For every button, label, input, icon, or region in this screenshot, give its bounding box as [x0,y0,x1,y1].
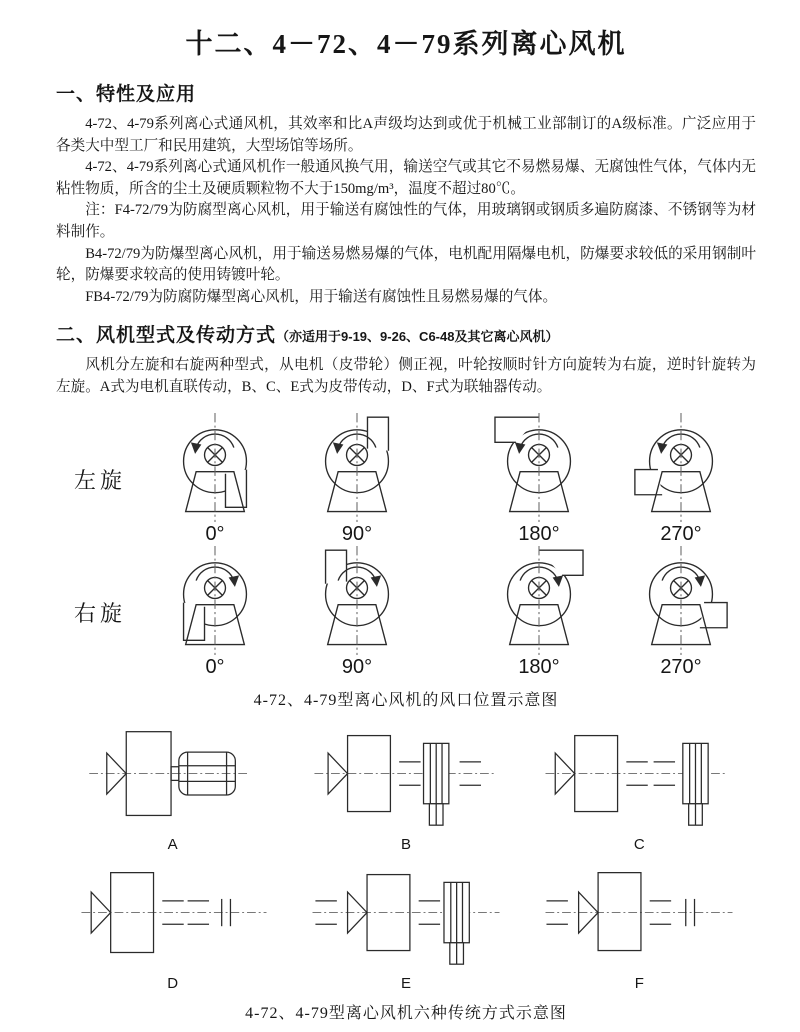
fan-angle-label: 270° [660,522,702,545]
transmission-figure [56,720,756,1023]
fan-cell-right-270 [610,546,752,679]
fan-angle-label: 90° [341,655,373,678]
transmission-label: D [167,974,179,992]
transmission-label: B [400,835,411,853]
transmission-label: F [634,974,644,992]
section-types [56,320,756,398]
section2-heading [56,320,756,347]
fan-angle-label: 180° [518,522,560,545]
transmission-cell-F [526,859,752,992]
section2-heading-note: （亦适用于9-19、9-26、C6-48及其它离心风机） [276,329,559,345]
transmission-label: C [633,835,645,853]
paragraph-rotation-definition: 风机分左旋和右旋两种型式，从电机（皮带轮）侧正视，叶轮按顺时针方向旋转为右旋，逆时针旋转为左旋。A式为电机直联传动，B、C、E式为皮带传动，D、F式为联轴器传动。 [56,357,756,395]
transmission-row-1 [56,720,756,853]
fan-volute-left-270deg-icon [618,413,744,522]
fan-cell-left-270 [610,413,752,546]
transmission-C-belt-drive-icon [532,720,746,832]
fan-angle-label: 90° [341,522,373,545]
fan-cell-right-180 [468,546,610,679]
transmission-row-2 [56,859,756,992]
outlet-figure-caption: 4-72、4-79型离心风机的风口位置示意图 [253,691,559,709]
paragraph-note-anticorrosion: 注：F4-72/79为防腐型离心风机，用于输送有腐蚀性的气体，用玻璃钢或钢质多遍防腐漆、不锈钢等为材料制作。 [56,202,756,240]
fan-cell-left-180 [468,413,610,546]
page-title: 十二、4－72、4－79系列离心风机 [185,29,627,59]
fan-row-left-rotation [56,413,756,546]
transmission-cell-A [60,720,286,853]
section-features [56,79,756,308]
section1-heading: 一、特性及应用 [56,84,197,105]
outlet-position-figure [56,413,756,710]
transmission-A-direct-drive-icon [66,720,280,832]
paragraph-fb-type: FB4-72/79为防腐防爆型离心风机，用于输送有腐蚀性且易燃易爆的气体。 [85,288,558,305]
transmission-cell-D [60,859,286,992]
transmission-figure-caption: 4-72、4-79型离心风机六种传统方式示意图 [245,1004,567,1022]
fan-angle-label: 270° [660,655,702,678]
fan-volute-right-90deg-icon [294,546,420,655]
fan-cell-right-90 [286,546,428,679]
fan-cell-left-0 [144,413,286,546]
fan-angle-label: 180° [518,655,560,678]
transmission-label: A [167,835,178,853]
transmission-E-belt-drive-icon [299,859,513,971]
transmission-label: E [400,974,411,992]
transmission-F-coupling-drive-icon [532,859,746,971]
right-rotation-label: 右旋 [73,600,126,626]
paragraph-explosionproof: B4-72/79为防爆型离心风机，用于输送易燃易爆的气体，电机配用隔爆电机，防爆要求较低的采用钢制叶轮，防爆要求较高的使用铸镀叶轮。 [56,245,756,284]
transmission-cell-E [293,859,519,992]
fan-row-right-rotation [56,546,756,679]
fan-angle-label: 0° [205,655,225,678]
transmission-B-belt-drive-icon [299,720,513,832]
transmission-cell-C [526,720,752,853]
transmission-D-coupling-drive-icon [66,859,280,971]
fan-volute-right-0deg-icon [152,546,278,655]
fan-volute-left-0deg-icon [152,413,278,522]
fan-volute-right-180deg-icon [476,546,602,655]
fan-cell-right-0 [144,546,286,679]
fan-volute-left-90deg-icon [294,413,420,522]
section2-heading-text: 二、风机型式及传动方式 [56,325,277,347]
paragraph-standards: 4-72、4-79系列离心式通风机，其效率和比A声级均达到或优于机械工业部制订的A级标准。广泛应用于各类大中型工厂和民用建筑，大型场馆等场所。 [56,116,756,154]
paragraph-usage: 4-72、4-79系列离心式通风机作一般通风换气用，输送空气或其它不易燃易爆、无腐蚀性气体，气体内无粘性物质，所含的尘土及硬质颗粒物不大于150mg/m³，温度不超过80℃。 [56,159,756,197]
fan-angle-label: 0° [205,522,225,545]
transmission-cell-B [293,720,519,853]
fan-volute-right-270deg-icon [618,546,744,655]
left-rotation-label: 左旋 [73,467,126,493]
fan-cell-left-90 [286,413,428,546]
fan-volute-left-180deg-icon [476,413,602,522]
